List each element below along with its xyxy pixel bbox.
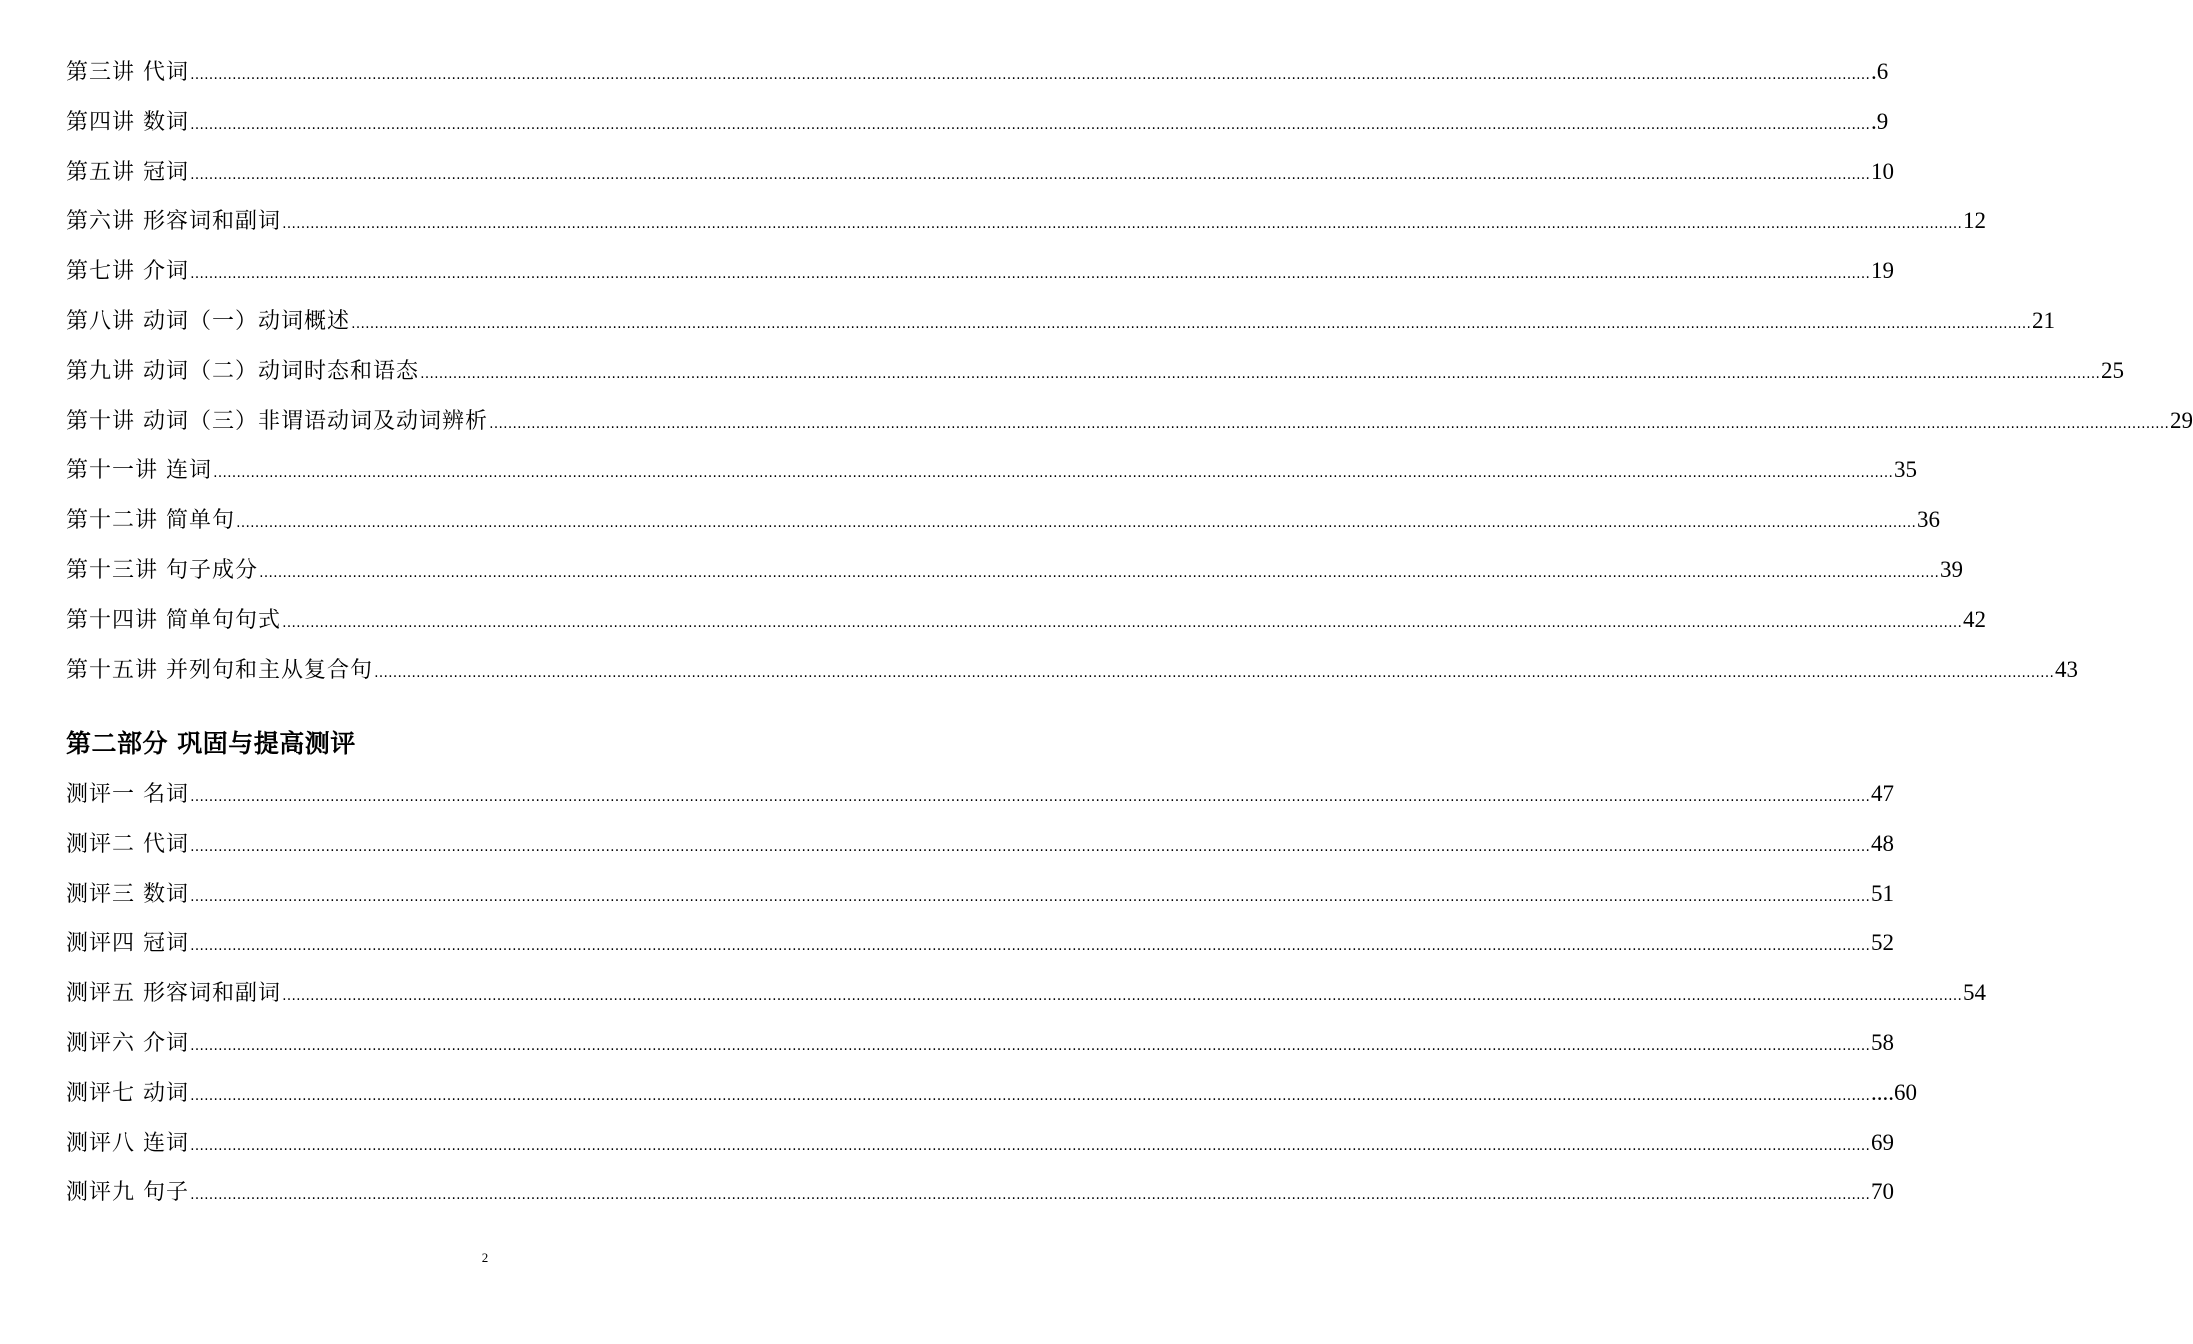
- toc-part-2: [66, 769, 1986, 1217]
- toc-entry-title: 测评九 句子: [66, 1180, 189, 1206]
- toc-entry[interactable]: [66, 246, 1894, 296]
- toc-entry[interactable]: [66, 196, 1986, 246]
- toc-entry-title: 第八讲 动词（一）动词概述: [66, 308, 350, 334]
- toc-entry[interactable]: [66, 645, 2078, 695]
- toc-entry[interactable]: [66, 495, 1940, 545]
- toc-entry-title: 测评七 动词: [66, 1080, 189, 1106]
- toc-entry[interactable]: [66, 445, 1917, 495]
- dot-leader: ………………………………………………………………………………………………………………………………………………………………………………………………………………………………………………………………………………………………………………………………: [420, 365, 2100, 382]
- toc-entry-page: 69: [1871, 1129, 1894, 1155]
- dot-leader: ………………………………………………………………………………………………………………………………………………………………………………………………………………………………………………………………………………………………………………………………: [190, 888, 1870, 905]
- toc-entry-page: 52: [1871, 930, 1894, 956]
- toc-entry-title: 第五讲 冠词: [66, 159, 189, 185]
- toc-entry-page: 47: [1871, 781, 1894, 806]
- toc-entry-title: 第九讲 动词（二）动词时态和语态: [66, 358, 419, 384]
- dot-leader: ………………………………………………………………………………………………………………………………………………………………………………………………………………………………………………………………………………………………………………………………: [190, 266, 1870, 283]
- toc-entry-page: .9: [1871, 108, 1889, 134]
- toc-entry-page: 58: [1871, 1029, 1894, 1055]
- toc-entry[interactable]: [66, 769, 1894, 819]
- toc-entry-title: 第四讲 数词: [66, 109, 189, 135]
- dot-leader: ………………………………………………………………………………………………………………………………………………………………………………………………………………………………………………………………………………………………………………………………: [351, 315, 2031, 332]
- toc-entry-title: 第七讲 介词: [66, 259, 189, 285]
- toc-entry-title: 测评六 介词: [66, 1030, 189, 1056]
- toc-entry[interactable]: [66, 1018, 1894, 1068]
- toc-entry-title: 第十五讲 并列句和主从复合句: [66, 657, 373, 683]
- dot-leader: ………………………………………………………………………………………………………………………………………………………………………………………………………………………………………………………………………………………………………………………………: [190, 116, 1870, 133]
- toc-entry-title: 测评一 名词: [66, 782, 189, 807]
- dot-leader: ………………………………………………………………………………………………………………………………………………………………………………………………………………………………………………………………………………………………………………………………: [282, 216, 1962, 233]
- toc-entry-page: 42: [1963, 606, 1986, 632]
- dot-leader: ………………………………………………………………………………………………………………………………………………………………………………………………………………………………………………………………………………………………………………………………: [282, 614, 1962, 631]
- toc-entry-page: 35: [1894, 457, 1917, 483]
- toc-entry-page: 70: [1871, 1179, 1894, 1205]
- toc-entry[interactable]: [66, 296, 2055, 346]
- dot-leader: ………………………………………………………………………………………………………………………………………………………………………………………………………………………………………………………………………………………………………………………………: [489, 415, 2169, 432]
- toc-entry-title: 测评四 冠词: [66, 931, 189, 957]
- dot-leader: ………………………………………………………………………………………………………………………………………………………………………………………………………………………………………………………………………………………………………………………………: [190, 789, 1870, 805]
- toc-entry[interactable]: [66, 545, 1963, 595]
- dot-leader: ………………………………………………………………………………………………………………………………………………………………………………………………………………………………………………………………………………………………………………………………: [190, 166, 1870, 183]
- toc-entry-title: 第十三讲 句子成分: [66, 557, 258, 583]
- toc-entry[interactable]: [66, 869, 1894, 919]
- dot-leader: ………………………………………………………………………………………………………………………………………………………………………………………………………………………………………………………………………………………………………………………………: [259, 564, 1939, 581]
- dot-leader: ………………………………………………………………………………………………………………………………………………………………………………………………………………………………………………………………………………………………………………………………: [190, 938, 1870, 955]
- dot-leader: ………………………………………………………………………………………………………………………………………………………………………………………………………………………………………………………………………………………………………………………………: [282, 988, 1962, 1005]
- dot-leader: ………………………………………………………………………………………………………………………………………………………………………………………………………………………………………………………………………………………………………………………………: [190, 1037, 1870, 1054]
- toc-entry-page: 25: [2101, 357, 2124, 383]
- toc-entry[interactable]: [66, 1167, 1894, 1217]
- toc-entry-title: 测评二 代词: [66, 831, 189, 857]
- dot-leader: ………………………………………………………………………………………………………………………………………………………………………………………………………………………………………………………………………………………………………………………………: [190, 1187, 1870, 1204]
- toc-entry[interactable]: [66, 346, 2124, 396]
- toc-entry[interactable]: [66, 819, 1894, 869]
- toc-entry[interactable]: [66, 968, 1986, 1018]
- toc-entry-title: 测评五 形容词和副词: [66, 981, 281, 1007]
- toc-entry-page: 21: [2032, 307, 2055, 333]
- toc-entry[interactable]: [66, 147, 1894, 197]
- toc-entry[interactable]: [66, 47, 1889, 97]
- toc-entry[interactable]: [66, 595, 1986, 645]
- toc-entry-page: 51: [1871, 880, 1894, 906]
- dot-leader: ………………………………………………………………………………………………………………………………………………………………………………………………………………………………………………………………………………………………………………………………: [374, 664, 2054, 681]
- toc-entry-title: 第十讲 动词（三）非谓语动词及动词辨析: [66, 408, 488, 434]
- dot-leader: ………………………………………………………………………………………………………………………………………………………………………………………………………………………………………………………………………………………………………………………………: [190, 1137, 1870, 1154]
- toc-entry-title: 第十二讲 简单句: [66, 508, 235, 534]
- toc-entry-page: 48: [1871, 830, 1894, 856]
- section-heading-part-2: 第二部分 巩固与提高测评: [66, 729, 356, 758]
- toc-entry-title: 第三讲 代词: [66, 60, 189, 85]
- toc-entry-page: ....60: [1871, 1079, 1917, 1105]
- toc-entry[interactable]: [66, 918, 1894, 968]
- dot-leader: ………………………………………………………………………………………………………………………………………………………………………………………………………………………………………………………………………………………………………………………………: [236, 515, 1916, 532]
- dot-leader: ………………………………………………………………………………………………………………………………………………………………………………………………………………………………………………………………………………………………………………………………: [190, 838, 1870, 855]
- toc-entry[interactable]: [66, 1118, 1894, 1168]
- toc-entry-page: .6: [1871, 59, 1889, 84]
- dot-leader: ………………………………………………………………………………………………………………………………………………………………………………………………………………………………………………………………………………………………………………………………: [190, 1087, 1870, 1104]
- toc-entry[interactable]: [66, 1068, 1917, 1118]
- toc-entry-title: 第十一讲 连词: [66, 458, 212, 484]
- toc-entry-title: 测评三 数词: [66, 881, 189, 907]
- dot-leader: ………………………………………………………………………………………………………………………………………………………………………………………………………………………………………………………………………………………………………………………………: [190, 67, 1870, 83]
- toc-entry-page: 43: [2055, 656, 2078, 682]
- dot-leader: ………………………………………………………………………………………………………………………………………………………………………………………………………………………………………………………………………………………………………………………………: [213, 465, 1893, 482]
- toc-entry-title: 测评八 连词: [66, 1130, 189, 1156]
- toc-entry-page: 12: [1963, 208, 1986, 234]
- toc-entry-page: 39: [1940, 556, 1963, 582]
- toc-entry-page: 54: [1963, 980, 1986, 1006]
- toc-entry[interactable]: [66, 396, 2193, 446]
- toc-entry-page: 10: [1871, 158, 1894, 184]
- toc-entry-page: 19: [1871, 258, 1894, 284]
- toc-entry-title: 第十四讲 简单句句式: [66, 607, 281, 633]
- toc-entry-page: 29: [2170, 407, 2193, 433]
- toc-part-1: [66, 47, 2193, 694]
- toc-entry-title: 第六讲 形容词和副词: [66, 209, 281, 235]
- page-number: 2: [481, 1250, 489, 1265]
- toc-entry-page: 36: [1917, 507, 1940, 533]
- toc-entry[interactable]: [66, 97, 1889, 147]
